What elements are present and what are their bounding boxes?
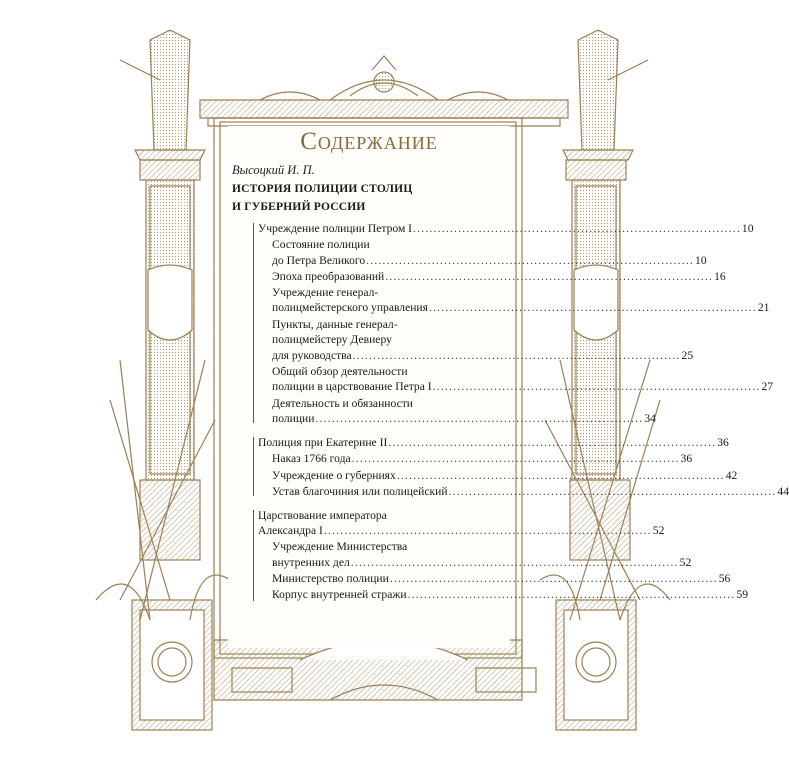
toc-entry-row (272, 411, 656, 427)
toc-section (272, 285, 770, 316)
toc-entry-row (272, 253, 707, 269)
toc-page-number: 52 (679, 555, 692, 569)
toc-entry-text: Учреждение генерал- (272, 285, 379, 299)
toc-page-number: 10 (741, 222, 754, 235)
toc-entry-text: для руководства (272, 348, 352, 362)
book-title-line-1: ИСТОРИЯ ПОЛИЦИИ СТОЛИЦ (232, 183, 413, 195)
toc-entry-row (272, 379, 774, 395)
toc-page-number: 16 (714, 269, 726, 283)
toc-entry-text: Учреждение о губерниях (272, 468, 396, 482)
dot-leader: ................................................................................ (323, 524, 652, 538)
toc-section (272, 237, 707, 268)
toc-entry-text: Наказ 1766 года (272, 452, 351, 466)
toc-section (272, 396, 656, 427)
toc-section (272, 451, 693, 467)
toc-section (272, 468, 738, 484)
toc-entry-text: внутренних дел (272, 555, 350, 569)
dot-leader: ................................................................................ (448, 484, 777, 498)
toc-entry-row (258, 435, 729, 451)
toc-entry-row (272, 348, 694, 364)
toc-section (272, 587, 749, 603)
chapter-rule (253, 437, 254, 495)
toc-entry-row (272, 269, 726, 285)
toc-entry-text: Царствование императора (258, 508, 387, 522)
dot-leader: ................................................................................ (350, 555, 679, 569)
toc-entry-text: Министерство полиции (272, 572, 389, 586)
toc-entry-row (272, 300, 770, 316)
toc-page-number: 36 (680, 452, 693, 466)
dot-leader: ................................................................................ (407, 588, 736, 602)
toc-entry-row (272, 571, 731, 587)
toc-entry-text: Эпоха преобразований (272, 269, 385, 283)
toc-page-number: 56 (718, 572, 731, 586)
toc-entry-text: до Петра Великого (272, 253, 366, 267)
toc-section (272, 571, 731, 587)
chapter-rule (253, 223, 254, 423)
toc-entry-text: полицмейстерского управления (272, 301, 428, 315)
toc-chapter (258, 435, 729, 451)
toc-page-number: 25 (681, 348, 694, 362)
chapter-rule (253, 510, 254, 602)
dot-leader: ................................................................................ (413, 222, 741, 235)
toc-page-number: 59 (736, 588, 749, 602)
toc-page-number: 44 (777, 484, 789, 498)
toc-entry-text: Корпус внутренней стражи (272, 588, 407, 602)
toc-chapter (258, 508, 665, 539)
toc-page-number: 36 (717, 436, 729, 450)
dot-leader: ................................................................................ (315, 412, 644, 426)
toc-section (272, 539, 692, 570)
toc-section (272, 484, 789, 500)
toc-chapter (258, 221, 754, 237)
toc-page-number: 52 (652, 524, 665, 538)
book-title (232, 180, 502, 216)
toc-page-number: 42 (725, 468, 738, 482)
toc-page-number: 34 (644, 412, 656, 426)
toc-page-number: 21 (757, 301, 770, 315)
author-name: Высоцкий И. П. (232, 163, 315, 177)
dot-leader: ................................................................................ (396, 468, 725, 482)
toc-section (272, 364, 774, 395)
toc-section (272, 317, 694, 364)
dot-leader: ................................................................................ (389, 572, 718, 586)
toc-entry-text: Учреждение полиции Петром I (258, 222, 413, 235)
dot-leader: ................................................................................ (428, 301, 757, 315)
toc-entry-row (272, 484, 789, 500)
toc-section (272, 269, 726, 285)
toc-page-number: 10 (695, 253, 707, 267)
toc-entry-text: полиции (272, 412, 315, 426)
dot-leader: ................................................................................ (385, 269, 714, 283)
toc-page-number: 27 (761, 380, 774, 394)
toc-entry-text: Учреждение Министерства (272, 540, 408, 554)
toc-entry-text: Полиция при Екатерине II (258, 436, 388, 450)
dot-leader: ................................................................................ (432, 380, 761, 394)
toc-entry-row (258, 523, 665, 539)
toc-entry-text: Пункты, данные генерал- (272, 317, 398, 331)
toc-entry-text: полицмейстеру Девиеру (272, 333, 392, 347)
toc-entry-text: Александра I (258, 524, 323, 538)
page-heading: Содержание (300, 128, 438, 155)
dot-leader: ................................................................................ (351, 452, 680, 466)
toc-entry-text: Устав благочиния или полицейский (272, 484, 448, 498)
toc-entry-text: полиции в царствование Петра I (272, 380, 432, 394)
toc-entry-row (272, 587, 749, 603)
toc-entry-row (272, 555, 692, 571)
toc-entry-row (272, 451, 693, 467)
book-title-line-2: И ГУБЕРНИЙ РОССИИ (232, 201, 366, 213)
toc-entry-row (272, 468, 738, 484)
dot-leader: ................................................................................ (352, 348, 681, 362)
toc-entry-text: Состояние полиции (272, 238, 370, 252)
toc-entry-row (258, 221, 754, 237)
dot-leader: ................................................................................ (366, 253, 695, 267)
toc-entry-text: Деятельность и обязанности (272, 396, 413, 410)
toc-entry-text: Общий обзор деятельности (272, 364, 408, 378)
dot-leader: ................................................................................ (388, 436, 717, 450)
